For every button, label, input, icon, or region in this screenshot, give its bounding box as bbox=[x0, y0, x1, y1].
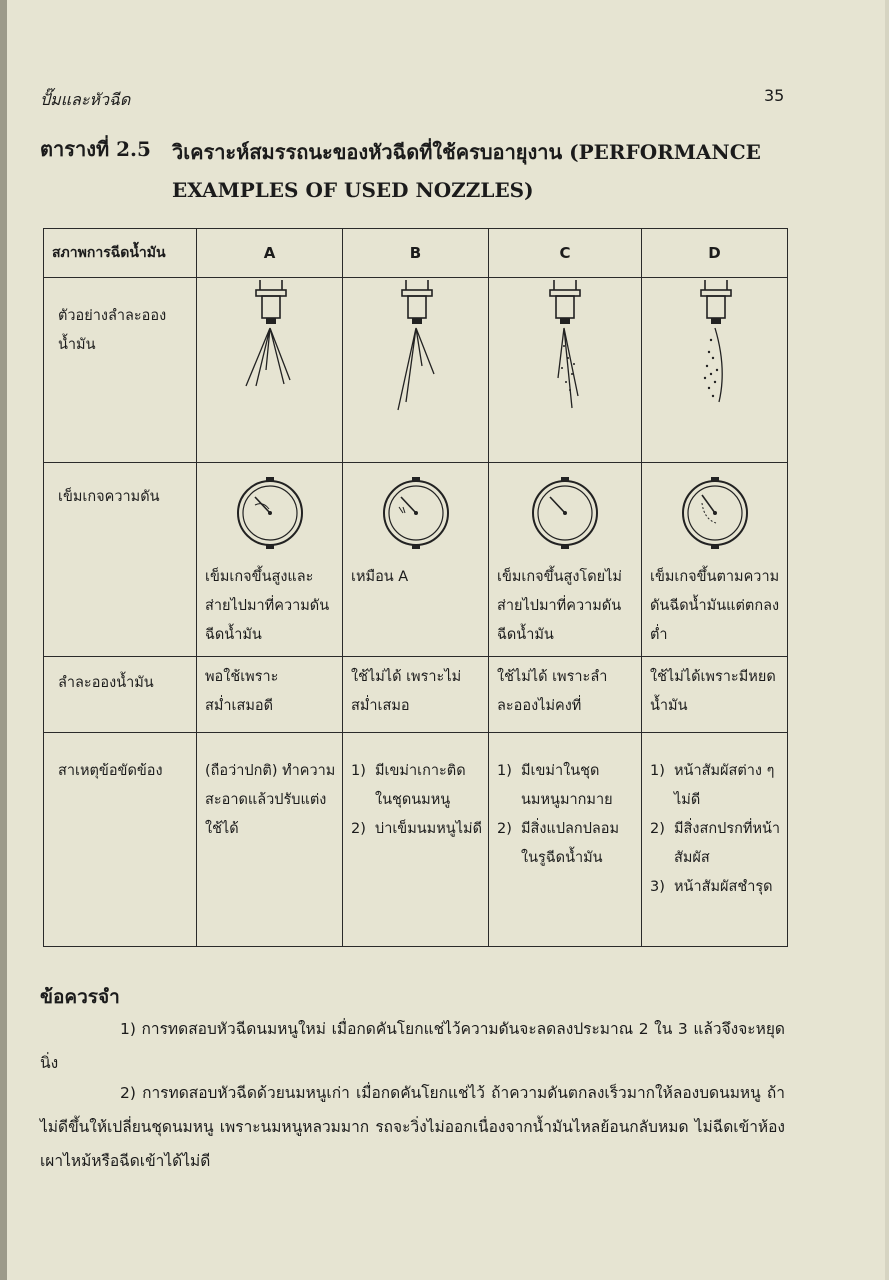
header-col-b: B bbox=[343, 229, 489, 278]
table-caption-text: วิเคราะห์สมรรถนะของหัวฉีดที่ใช้ครบอายุงาน (PERFORMANCE EXAMPLES OF USED NOZZLES) bbox=[172, 140, 761, 202]
cause-cell-c bbox=[489, 733, 642, 947]
page-edge-right bbox=[885, 0, 889, 1280]
row-cause bbox=[44, 733, 788, 947]
nozzle-spray-b-icon bbox=[346, 278, 486, 458]
list-item: 1) มีเขม่าเกาะติดในชุดนมหนู bbox=[351, 763, 466, 808]
chapter-header: ปั๊มและหัวฉีด bbox=[40, 90, 131, 109]
note-paragraph-2: 2) การทดสอบหัวฉีดด้วยนมหนูเก่า เมื่อกดคันโยกแช่ไว้ ถ้าความดันตกลงเร็วมากให้ลองบดนมหนู ถ้าไม่ดีขึ้นให้เปลี่ยนชุดนมหนู เพราะนมหนูหลวมมาก รถจะวิ่งไม่ออกเนื่องจากน้ำมันไหลย้อนกลับหมด ไม่ฉีดเข้าห้องเผาไหม้หรือฉีดเข้าได้ไม่ดี bbox=[40, 1084, 785, 1170]
spray-cell-b: ใช้ไม่ได้ เพราะไม่สม่ำเสมอ bbox=[343, 657, 489, 733]
list-item: 1) มีเขม่าในชุดนมหนูมากมาย bbox=[497, 763, 613, 808]
header-condition: สภาพการฉีดน้ำมัน bbox=[44, 229, 197, 278]
pressure-gauge-b-icon bbox=[381, 473, 451, 553]
list-item: 2) บ่าเข็มนมหนูไม่ดี bbox=[351, 821, 482, 837]
spray-figure-c bbox=[489, 278, 642, 463]
page-edge bbox=[0, 0, 7, 1280]
page-number: 35 bbox=[764, 86, 785, 105]
cause-cell-d bbox=[642, 733, 788, 947]
gauge-text-b: เหมือน A bbox=[351, 569, 409, 585]
gauge-cell-b bbox=[343, 463, 489, 657]
table-header-row bbox=[44, 229, 788, 278]
pressure-gauge-a-icon bbox=[235, 473, 305, 553]
gauge-text-c: เข็มเกจขึ้นสูงโดยไม่ส่ายไปมาที่ความดันฉีดน้ำมัน bbox=[497, 569, 622, 643]
performance-table bbox=[43, 228, 788, 947]
cause-cell-a: (ถือว่าปกติ) ทำความสะอาดแล้วปรับแต่งใช้ได้ bbox=[197, 733, 343, 947]
nozzle-spray-c-icon bbox=[492, 278, 638, 458]
list-item: 2) มีสิ่งสกปรกที่หน้าสัมผัส bbox=[650, 821, 781, 866]
pressure-gauge-c-icon bbox=[530, 473, 600, 553]
list-item: 3) หน้าสัมผัสชำรุด bbox=[650, 879, 773, 895]
row-gauge bbox=[44, 463, 788, 657]
spray-cell-d: ใช้ไม่ได้เพราะมีหยดน้ำมัน bbox=[642, 657, 788, 733]
row-label-spray: ลำละอองน้ำมัน bbox=[44, 657, 197, 733]
spray-figure-b bbox=[343, 278, 489, 463]
pressure-gauge-d-icon bbox=[680, 473, 750, 553]
list-item: 1) หน้าสัมผัสต่าง ๆ ไม่ดี bbox=[650, 763, 775, 808]
spray-figure-d bbox=[642, 278, 788, 463]
cause-cell-b bbox=[343, 733, 489, 947]
nozzle-spray-a-icon bbox=[200, 278, 340, 458]
note-paragraph-1: 1) การทดสอบหัวฉีดนมหนูใหม่ เมื่อกดคันโยกแช่ไว้ความดันจะลดลงประมาณ 2 ใน 3 แล้วจึงจะหยุดนิ่ง bbox=[40, 1020, 785, 1072]
gauge-text-d: เข็มเกจขึ้นตามความดันฉีดน้ำมันแต่ตกลงต่ำ bbox=[650, 569, 780, 643]
nozzle-spray-d-icon bbox=[645, 278, 785, 458]
spray-cell-a: พอใช้เพราะสม่ำเสมอดี bbox=[197, 657, 343, 733]
header-col-c: C bbox=[489, 229, 642, 278]
gauge-cell-c bbox=[489, 463, 642, 657]
row-label-cause: สาเหตุข้อขัดข้อง bbox=[44, 733, 197, 947]
row-spray bbox=[44, 657, 788, 733]
row-spray-example bbox=[44, 278, 788, 463]
header-col-a: A bbox=[197, 229, 343, 278]
header-col-d: D bbox=[642, 229, 788, 278]
notes-heading: ข้อควรจำ bbox=[40, 986, 120, 1008]
gauge-cell-d bbox=[642, 463, 788, 657]
table-caption-label: ตารางที่ 2.5 bbox=[40, 137, 151, 161]
gauge-text-a: เข็มเกจขึ้นสูงและส่ายไปมาที่ความดันฉีดน้ำมัน bbox=[205, 569, 330, 643]
row-label-spray-example: ตัวอย่างลำละอองน้ำมัน bbox=[44, 278, 197, 463]
row-label-gauge: เข็มเกจความดัน bbox=[44, 463, 197, 657]
gauge-cell-a bbox=[197, 463, 343, 657]
spray-figure-a bbox=[197, 278, 343, 463]
spray-cell-c: ใช้ไม่ได้ เพราะลำละอองไม่คงที่ bbox=[489, 657, 642, 733]
list-item: 2) มีสิ่งแปลกปลอมในรูฉีดน้ำมัน bbox=[497, 821, 620, 866]
